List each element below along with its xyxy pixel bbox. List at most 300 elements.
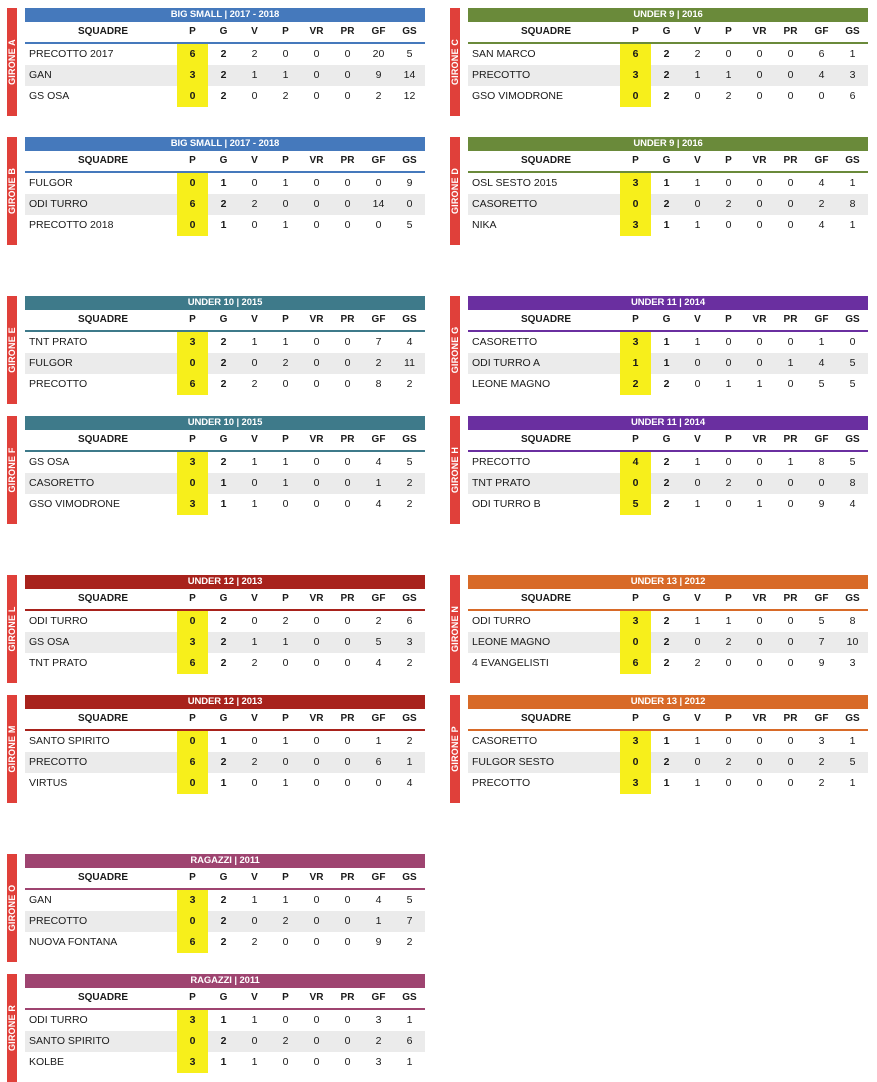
stat-cell: 0 [251, 1035, 258, 1047]
stat-cell: 0 [787, 177, 794, 189]
stat-cell: 5 [849, 357, 856, 369]
stat-cell: 0 [375, 177, 382, 189]
stat-cell: 0 [756, 735, 763, 747]
points-cell: 0 [177, 86, 208, 107]
stat-cell: 2 [220, 198, 227, 210]
table-row [468, 353, 868, 374]
stat-cell: 2 [251, 48, 258, 60]
stat-cell: 0 [344, 90, 351, 102]
team-name: TNT PRATO [29, 657, 88, 669]
table-title: BIG SMALL | 2017 - 2018 [25, 8, 425, 22]
column-header: P [189, 314, 196, 325]
stat-cell: 2 [251, 378, 258, 390]
points-cell: 6 [620, 44, 651, 65]
points-cell: 6 [620, 653, 651, 674]
stat-cell: 0 [344, 915, 351, 927]
stat-cell: 1 [663, 177, 670, 189]
column-header: G [662, 434, 671, 445]
team-name: LEONE MAGNO [472, 636, 551, 648]
team-name: PRECOTTO [472, 69, 531, 81]
stat-cell: 6 [406, 615, 413, 627]
points-cell: 3 [177, 332, 208, 353]
stat-cell: 0 [787, 636, 794, 648]
points-cell: 0 [177, 1031, 208, 1052]
team-name: SAN MARCO [472, 48, 536, 60]
stat-cell: 2 [663, 90, 670, 102]
column-header: G [219, 872, 228, 883]
stat-cell: 0 [725, 735, 732, 747]
stat-cell: 3 [849, 657, 856, 669]
standings-table [25, 695, 425, 794]
stat-cell: 2 [282, 615, 289, 627]
table-header [25, 988, 425, 1010]
column-header: P [725, 155, 732, 166]
column-header: P [632, 26, 639, 37]
stat-cell: 2 [220, 48, 227, 60]
column-header: V [694, 434, 701, 445]
column-header: GS [845, 434, 860, 445]
stat-cell: 2 [251, 936, 258, 948]
stat-cell: 0 [344, 69, 351, 81]
stat-cell: 1 [406, 756, 413, 768]
stat-cell: 0 [344, 456, 351, 468]
table-row [468, 494, 868, 515]
team-name: ODI TURRO [472, 615, 531, 627]
stat-cell: 2 [663, 477, 670, 489]
stat-cell: 1 [251, 498, 258, 510]
table-row [25, 731, 425, 752]
column-header: PR [340, 314, 355, 325]
column-header: GF [371, 872, 386, 883]
stat-cell: 4 [375, 456, 382, 468]
stat-cell: 2 [220, 756, 227, 768]
points-cell: 0 [620, 194, 651, 215]
stat-cell: 1 [251, 456, 258, 468]
column-header: P [189, 713, 196, 724]
points-cell: 3 [177, 65, 208, 86]
column-header: V [251, 593, 258, 604]
table-row [468, 611, 868, 632]
points-cell: 0 [177, 473, 208, 494]
stat-cell: 1 [694, 735, 701, 747]
stat-cell: 2 [220, 357, 227, 369]
stat-cell: 2 [220, 936, 227, 948]
table-header [25, 709, 425, 731]
column-header: P [189, 872, 196, 883]
column-header: GF [371, 992, 386, 1003]
team-name: VIRTUS [29, 777, 68, 789]
table-header [25, 430, 425, 452]
stat-cell: 11 [404, 357, 415, 369]
table-row [25, 173, 425, 194]
table-row [25, 86, 425, 107]
stat-cell: 4 [818, 357, 825, 369]
table-row [25, 1031, 425, 1052]
stat-cell: 0 [344, 48, 351, 60]
girone-block [7, 296, 425, 404]
team-name: CASORETTO [472, 735, 538, 747]
table-row [25, 194, 425, 215]
stat-cell: 2 [282, 90, 289, 102]
table-title: RAGAZZI | 2011 [25, 854, 425, 868]
column-header: PR [783, 713, 798, 724]
stat-cell: 0 [344, 477, 351, 489]
stat-cell: 2 [663, 378, 670, 390]
stat-cell: 0 [313, 1056, 320, 1068]
points-cell: 0 [177, 173, 208, 194]
table-row [25, 752, 425, 773]
points-cell: 6 [177, 653, 208, 674]
column-header: G [219, 434, 228, 445]
table-row [468, 86, 868, 107]
girone-side-bar [7, 416, 17, 524]
column-header: GS [402, 593, 417, 604]
column-header: P [632, 434, 639, 445]
table-header [468, 589, 868, 611]
column-header: V [251, 155, 258, 166]
stat-cell: 0 [251, 915, 258, 927]
stat-cell: 0 [694, 357, 701, 369]
stat-cell: 1 [282, 219, 289, 231]
stat-cell: 2 [663, 48, 670, 60]
stat-cell: 0 [818, 90, 825, 102]
stat-cell: 0 [251, 615, 258, 627]
stat-cell: 0 [756, 777, 763, 789]
points-cell: 0 [177, 731, 208, 752]
stat-cell: 0 [313, 1014, 320, 1026]
standings-table [468, 296, 868, 395]
column-header: P [189, 26, 196, 37]
column-header: SQUADRE [520, 434, 571, 445]
table-row [25, 632, 425, 653]
stat-cell: 2 [818, 756, 825, 768]
table-row [468, 731, 868, 752]
column-header: PR [340, 872, 355, 883]
team-name: CASORETTO [472, 198, 538, 210]
column-header: G [219, 26, 228, 37]
points-cell: 3 [177, 890, 208, 911]
column-header: SQUADRE [77, 593, 128, 604]
stat-cell: 0 [282, 756, 289, 768]
points-cell: 0 [177, 611, 208, 632]
stat-cell: 0 [694, 378, 701, 390]
stat-cell: 8 [849, 615, 856, 627]
points-cell: 3 [620, 215, 651, 236]
column-header: P [632, 314, 639, 325]
girone-label: GIRONE L [7, 606, 17, 652]
stat-cell: 0 [313, 69, 320, 81]
stat-cell: 1 [694, 336, 701, 348]
team-name: ODI TURRO [29, 615, 88, 627]
girone-side-bar [7, 8, 17, 116]
stat-cell: 1 [251, 894, 258, 906]
stat-cell: 3 [849, 69, 856, 81]
table-title: UNDER 11 | 2014 [468, 416, 868, 430]
stat-cell: 0 [313, 177, 320, 189]
table-row [25, 332, 425, 353]
team-name: KOLBE [29, 1056, 65, 1068]
column-header: VR [752, 713, 767, 724]
column-header: P [282, 155, 289, 166]
girone-label: GIRONE C [450, 38, 460, 86]
stat-cell: 0 [375, 219, 382, 231]
points-cell: 5 [620, 494, 651, 515]
stat-cell: 1 [849, 177, 856, 189]
team-name: PRECOTTO [472, 456, 531, 468]
stat-cell: 4 [375, 657, 382, 669]
stat-cell: 8 [375, 378, 382, 390]
stat-cell: 1 [282, 456, 289, 468]
points-cell: 3 [177, 1052, 208, 1073]
points-cell: 6 [177, 932, 208, 953]
column-header: VR [309, 155, 324, 166]
standings-table [25, 854, 425, 953]
column-header: GS [845, 713, 860, 724]
table-row [468, 473, 868, 494]
stat-cell: 0 [313, 357, 320, 369]
girone-block [7, 575, 425, 683]
column-header: V [694, 26, 701, 37]
stat-cell: 0 [313, 636, 320, 648]
stat-cell: 2 [251, 198, 258, 210]
team-name: PRECOTTO [29, 915, 88, 927]
stat-cell: 1 [849, 735, 856, 747]
points-cell: 3 [620, 65, 651, 86]
column-header: V [694, 155, 701, 166]
girone-side-bar [450, 575, 460, 683]
team-name: PRECOTTO 2017 [29, 48, 114, 60]
stat-cell: 1 [787, 357, 794, 369]
table-row [25, 653, 425, 674]
points-cell: 3 [620, 332, 651, 353]
team-name: FULGOR [29, 357, 73, 369]
stat-cell: 1 [694, 69, 701, 81]
column-header: G [219, 314, 228, 325]
stat-cell: 4 [818, 219, 825, 231]
column-header: GS [402, 872, 417, 883]
girone-label: GIRONE F [7, 447, 17, 493]
points-cell: 1 [620, 353, 651, 374]
stat-cell: 2 [220, 615, 227, 627]
girone-label: GIRONE O [7, 884, 17, 932]
table-row [25, 890, 425, 911]
table-header [468, 709, 868, 731]
girone-block [450, 575, 868, 683]
girone-label: GIRONE E [7, 327, 17, 373]
stat-cell: 1 [282, 735, 289, 747]
stat-cell: 0 [344, 378, 351, 390]
stat-cell: 0 [282, 378, 289, 390]
column-header: P [725, 26, 732, 37]
stat-cell: 0 [756, 198, 763, 210]
stat-cell: 0 [344, 1056, 351, 1068]
stat-cell: 1 [375, 735, 382, 747]
stat-cell: 5 [818, 615, 825, 627]
table-title: UNDER 12 | 2013 [25, 695, 425, 709]
column-header: PR [340, 593, 355, 604]
points-cell: 0 [620, 632, 651, 653]
stat-cell: 0 [313, 198, 320, 210]
stat-cell: 0 [251, 177, 258, 189]
stat-cell: 5 [849, 456, 856, 468]
stat-cell: 0 [282, 1014, 289, 1026]
stat-cell: 0 [756, 219, 763, 231]
column-header: G [662, 713, 671, 724]
stat-cell: 0 [251, 357, 258, 369]
column-header: SQUADRE [520, 314, 571, 325]
stat-cell: 2 [725, 756, 732, 768]
column-header: P [189, 593, 196, 604]
stat-cell: 0 [694, 636, 701, 648]
stat-cell: 2 [220, 456, 227, 468]
stat-cell: 1 [756, 498, 763, 510]
team-name: GS OSA [29, 90, 70, 102]
stat-cell: 0 [344, 357, 351, 369]
stat-cell: 2 [725, 90, 732, 102]
stat-cell: 0 [756, 615, 763, 627]
stat-cell: 2 [282, 915, 289, 927]
stat-cell: 0 [344, 1035, 351, 1047]
column-header: P [189, 992, 196, 1003]
standings-table [468, 695, 868, 794]
stat-cell: 0 [406, 198, 413, 210]
column-header: PR [340, 26, 355, 37]
standings-table [25, 296, 425, 395]
column-header: PR [340, 434, 355, 445]
stat-cell: 0 [282, 48, 289, 60]
team-name: ODI TURRO [29, 1014, 88, 1026]
stat-cell: 2 [282, 1035, 289, 1047]
stat-cell: 14 [403, 69, 416, 81]
points-cell: 0 [620, 473, 651, 494]
stat-cell: 0 [756, 657, 763, 669]
girone-side-bar [7, 974, 17, 1082]
stat-cell: 2 [725, 477, 732, 489]
stat-cell: 0 [375, 777, 382, 789]
stat-cell: 0 [787, 219, 794, 231]
table-row [25, 374, 425, 395]
team-name: CASORETTO [29, 477, 95, 489]
table-row [468, 452, 868, 473]
stat-cell: 2 [220, 69, 227, 81]
stat-cell: 6 [375, 756, 382, 768]
column-header: V [251, 713, 258, 724]
stat-cell: 0 [756, 48, 763, 60]
girone-side-bar [450, 137, 460, 245]
stat-cell: 6 [406, 1035, 413, 1047]
girone-block [7, 8, 425, 116]
team-name: SANTO SPIRITO [29, 1035, 110, 1047]
stat-cell: 2 [725, 636, 732, 648]
table-title: BIG SMALL | 2017 - 2018 [25, 137, 425, 151]
stat-cell: 3 [406, 636, 413, 648]
team-name: GAN [29, 69, 52, 81]
team-name: FULGOR SESTO [472, 756, 555, 768]
stat-cell: 2 [663, 498, 670, 510]
stat-cell: 2 [220, 378, 227, 390]
stat-cell: 2 [220, 894, 227, 906]
stat-cell: 1 [220, 777, 227, 789]
table-row [25, 215, 425, 236]
table-row [25, 911, 425, 932]
stat-cell: 0 [344, 615, 351, 627]
stat-cell: 0 [725, 498, 732, 510]
stat-cell: 7 [818, 636, 825, 648]
stat-cell: 2 [663, 69, 670, 81]
stat-cell: 0 [787, 657, 794, 669]
girone-block [450, 137, 868, 245]
girone-block [450, 416, 868, 524]
stat-cell: 0 [344, 1014, 351, 1026]
stat-cell: 0 [282, 198, 289, 210]
column-header: GS [402, 26, 417, 37]
column-header: SQUADRE [77, 155, 128, 166]
stat-cell: 0 [725, 357, 732, 369]
standings-table [468, 416, 868, 515]
stat-cell: 0 [313, 48, 320, 60]
table-row [468, 653, 868, 674]
column-header: VR [752, 314, 767, 325]
girone-block [7, 974, 425, 1082]
stat-cell: 6 [849, 90, 856, 102]
column-header: SQUADRE [77, 713, 128, 724]
stat-cell: 2 [694, 48, 701, 60]
standings-table [25, 974, 425, 1073]
stat-cell: 0 [344, 177, 351, 189]
stat-cell: 4 [375, 498, 382, 510]
stat-cell: 0 [756, 69, 763, 81]
column-header: V [251, 26, 258, 37]
stat-cell: 2 [220, 1035, 227, 1047]
column-header: P [282, 593, 289, 604]
stat-cell: 5 [849, 378, 856, 390]
stat-cell: 1 [220, 477, 227, 489]
stat-cell: 0 [725, 777, 732, 789]
column-header: P [282, 434, 289, 445]
column-header: VR [309, 872, 324, 883]
table-row [25, 932, 425, 953]
girone-label: GIRONE G [450, 326, 460, 374]
stat-cell: 0 [787, 735, 794, 747]
stat-cell: 1 [282, 177, 289, 189]
table-row [468, 632, 868, 653]
stat-cell: 0 [344, 735, 351, 747]
column-header: GS [845, 26, 860, 37]
column-header: G [662, 593, 671, 604]
stat-cell: 2 [406, 735, 413, 747]
stat-cell: 0 [282, 1056, 289, 1068]
girone-block [7, 416, 425, 524]
stat-cell: 2 [406, 378, 413, 390]
stat-cell: 2 [663, 615, 670, 627]
column-header: GF [814, 434, 829, 445]
stat-cell: 1 [220, 177, 227, 189]
stat-cell: 2 [663, 657, 670, 669]
column-header: V [251, 434, 258, 445]
column-header: GS [402, 713, 417, 724]
column-header: PR [340, 155, 355, 166]
column-header: V [694, 593, 701, 604]
table-row [468, 773, 868, 794]
stat-cell: 2 [220, 336, 227, 348]
table-header [468, 430, 868, 452]
stat-cell: 0 [725, 177, 732, 189]
stat-cell: 9 [818, 498, 825, 510]
table-row [468, 215, 868, 236]
column-header: GF [371, 434, 386, 445]
column-header: SQUADRE [77, 26, 128, 37]
stat-cell: 0 [787, 378, 794, 390]
